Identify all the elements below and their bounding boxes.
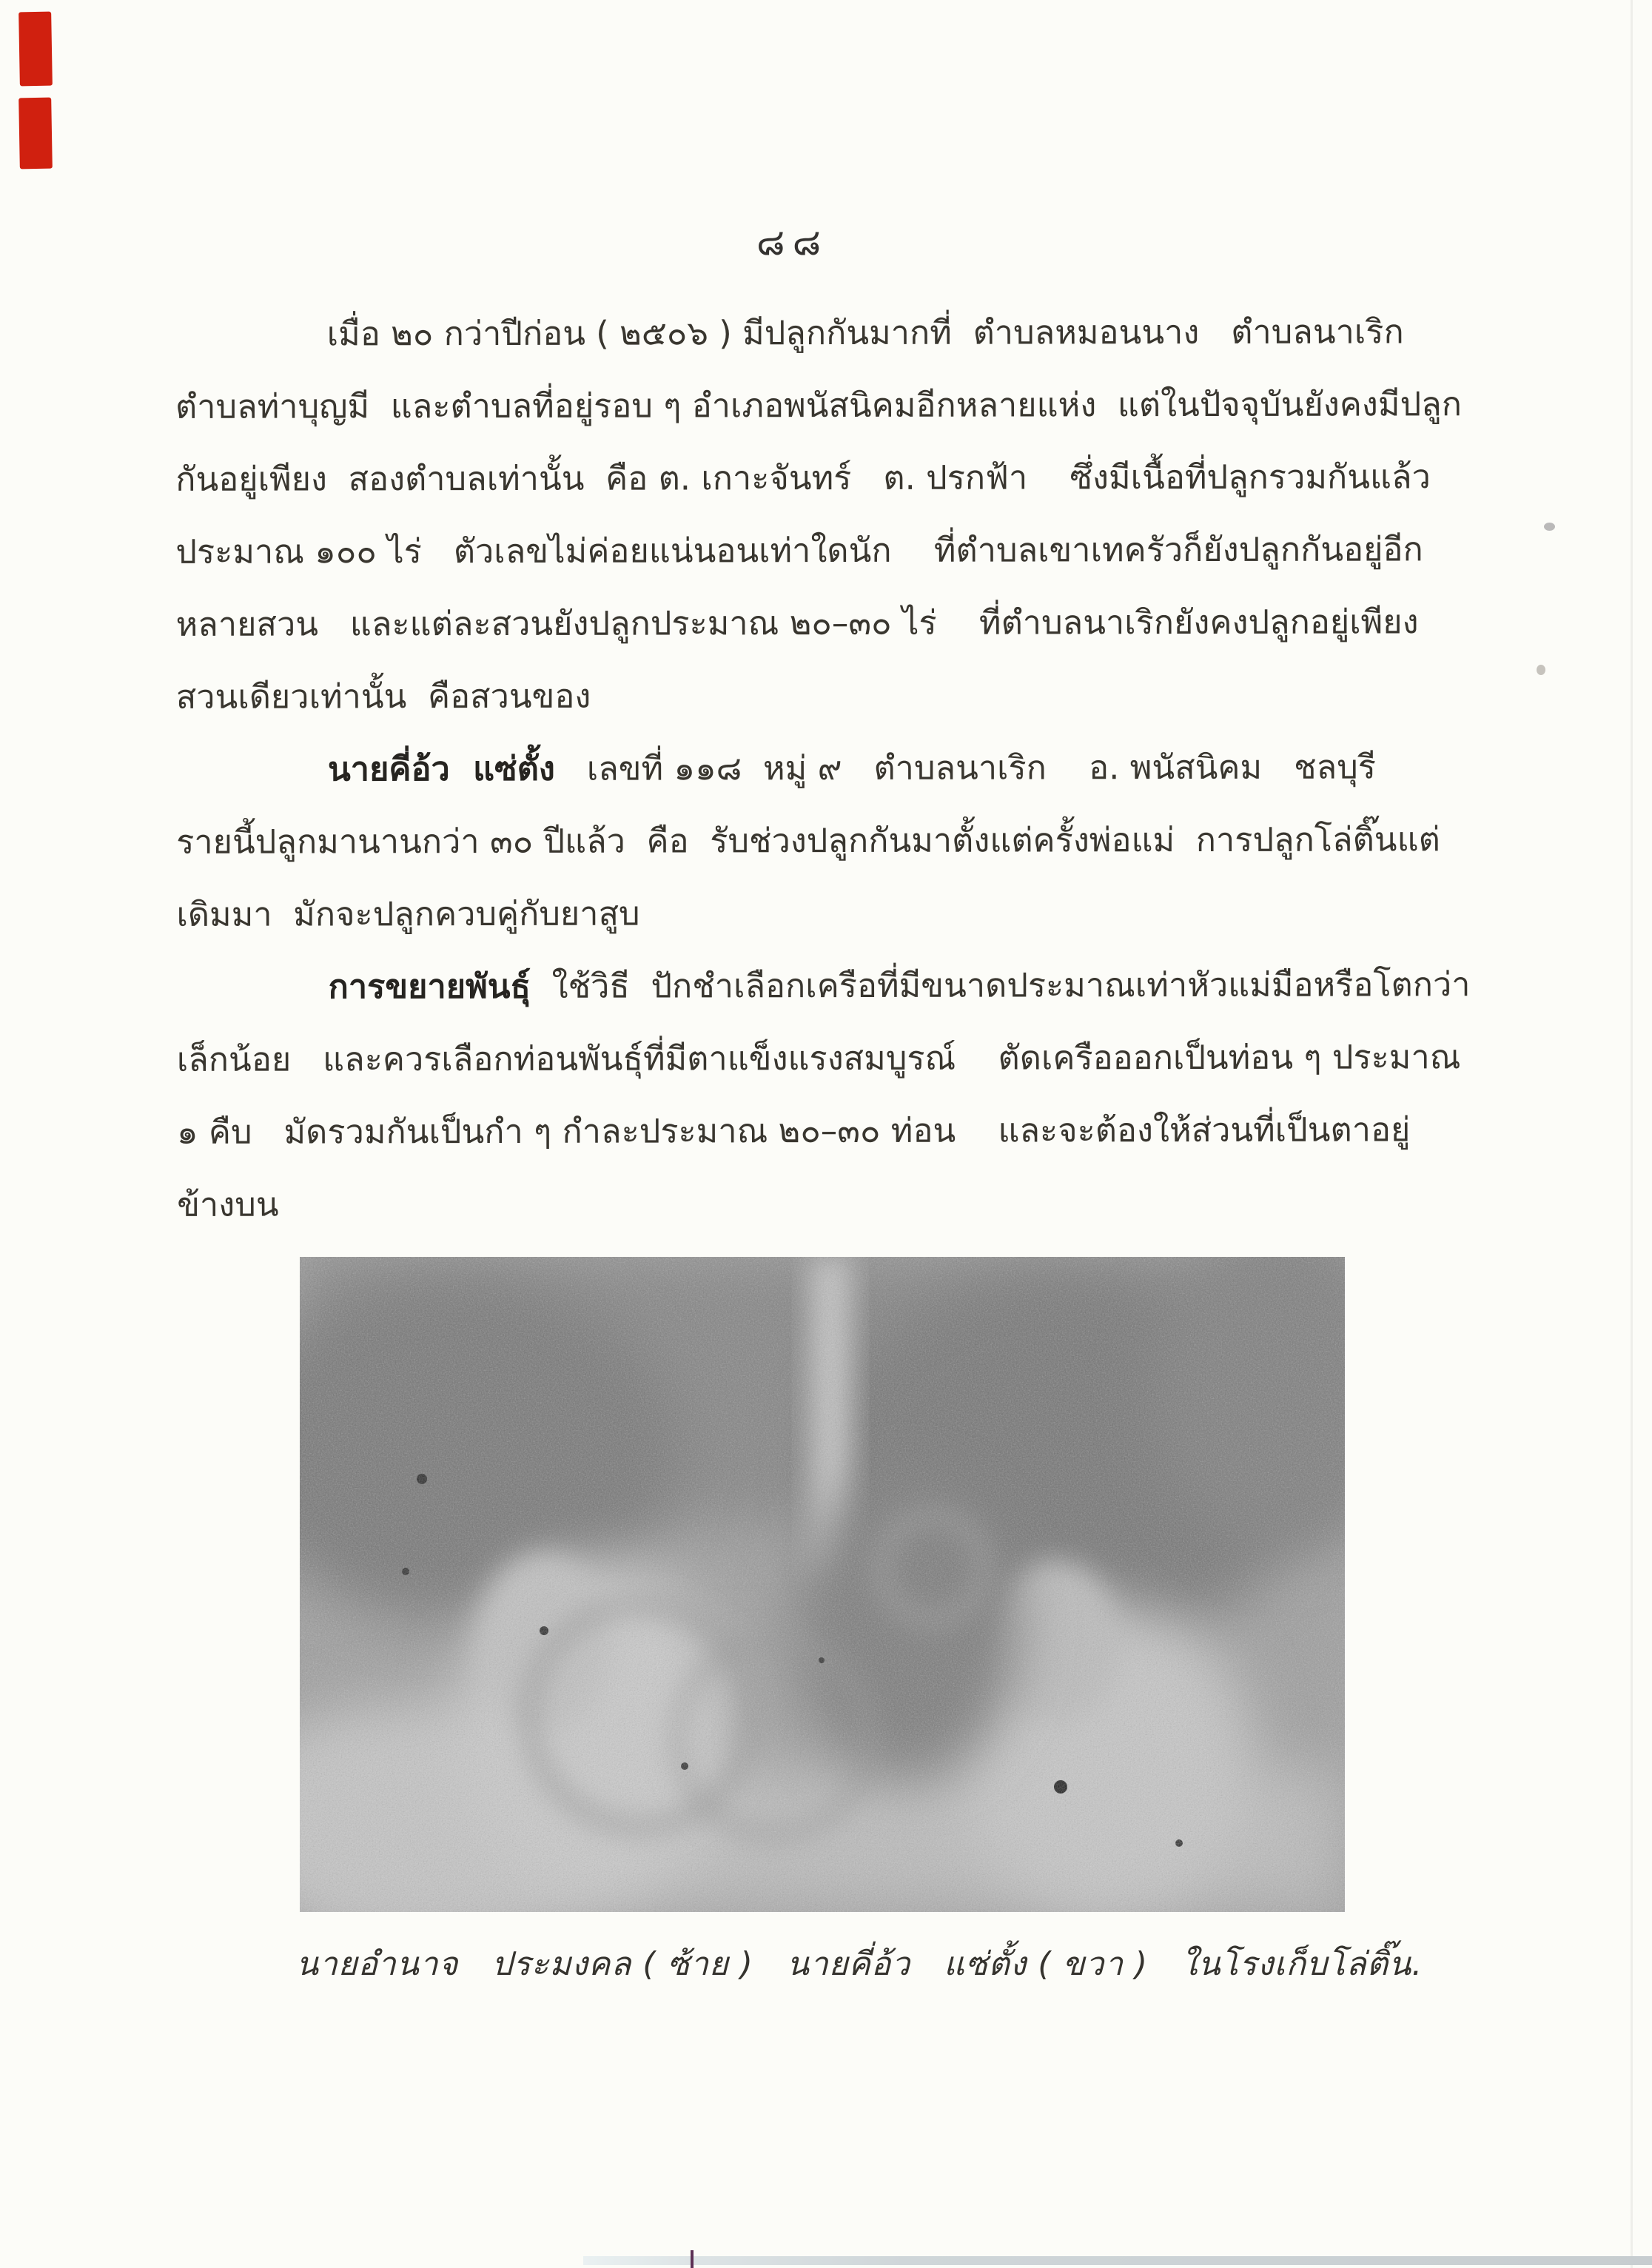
paragraph3-line-rest: ใช้วิธี ปักชำเลือกเครือที่มีขนาดประมาณเท่าหัวแม่มือหรือโตกว่า xyxy=(530,964,1471,1006)
scan-speck xyxy=(1537,665,1545,675)
paragraph2-line: รายนี้ปลูกมานานกว่า ๓๐ ปีแล้ว คือ รับช่วงปลูกกันมาตั้งแต่ครั้งพ่อแม่ การปลูกโล่ติ๊นแต่ xyxy=(176,819,1440,862)
photo-figure xyxy=(300,1257,1345,1912)
paragraph1-line: หลายสวน และแต่ละสวนยังปลูกประมาณ ๒๐–๓๐ ไร่ ที่ตำบลนาเริกยังคงปลูกอยู่เพียง xyxy=(175,602,1419,644)
paragraph1-line: ประมาณ ๑๐๐ ไร่ ตัวเลขไม่ค่อยแน่นอนเท่าใดนัก ที่ตำบลเขาเทครัวก็ยังปลูกกันอยู่อีก xyxy=(175,529,1423,571)
paragraph2-line: เดิมมา มักจะปลูกควบคู่กับยาสูบ xyxy=(176,893,640,934)
red-ink-mark-bottom xyxy=(19,98,53,170)
paragraph3-line: ข้างบน xyxy=(177,1184,279,1224)
scan-speck xyxy=(1544,523,1555,531)
scan-edge-strip xyxy=(583,2256,1652,2265)
body-text xyxy=(175,295,1510,1241)
photo-caption: นายอำนาจ ประมงคล ( ซ้าย ) นายคี่อ้ว แซ่ตั้ง ( ขวา ) ในโรงเก็บโล่ติ๊น. xyxy=(296,1945,1423,1983)
paragraph1-line: เมื่อ ๒๐ กว่าปีก่อน ( ๒๕๐๖ ) มีปลูกกันมากที่ ตำบลหมอนนาง ตำบลนาเริก xyxy=(326,312,1404,354)
section-lead-bold: การขยายพันธุ์ xyxy=(328,966,531,1007)
paragraph3-line: ๑ คืบ มัดรวมกันเป็นกำ ๆ กำละประมาณ ๒๐–๓๐ ท่อน และจะต้องให้ส่วนที่เป็นตาอยู่ xyxy=(176,1110,1411,1152)
person-name-bold: นายคี่อ้ว แซ่ตั้ง xyxy=(327,748,555,789)
paragraph3-line: เล็กน้อย และควรเลือกท่อนพันธุ์ที่มีตาแข็งแรงสมบูรณ์ ตัดเครือออกเป็นท่อน ๆ ประมาณ xyxy=(176,1037,1461,1079)
paragraph2-line xyxy=(176,731,1508,806)
paragraph2-line-rest: เลขที่ ๑๑๘ หมู่ ๙ ตำบลนาเริก อ. พนัสนิคม ชลบุรี xyxy=(554,747,1376,788)
page-number: ๘๘ xyxy=(756,221,829,264)
paragraph1-line: ตำบลท่าบุญมี และตำบลที่อยู่รอบ ๆ อำเภอพนัสนิคมอีกหลายแห่ง แต่ในปัจจุบันยังคงมีปลูก xyxy=(175,384,1462,426)
paragraph1-line: สวนเดียวเท่านั้น คือสวนของ xyxy=(175,676,591,717)
red-ink-mark-top xyxy=(19,12,53,87)
paragraph1-line: กันอยู่เพียง สองตำบลเท่านั้น คือ ต. เกาะจันทร์ ต. ปรกฟ้า ซึ่งมีเนื้อที่ปลูกรวมกันแล้ว xyxy=(175,457,1431,499)
scan-edge-tick xyxy=(691,2250,694,2268)
paragraph3-line xyxy=(177,948,1509,1024)
scan-crease xyxy=(1631,0,1633,2268)
